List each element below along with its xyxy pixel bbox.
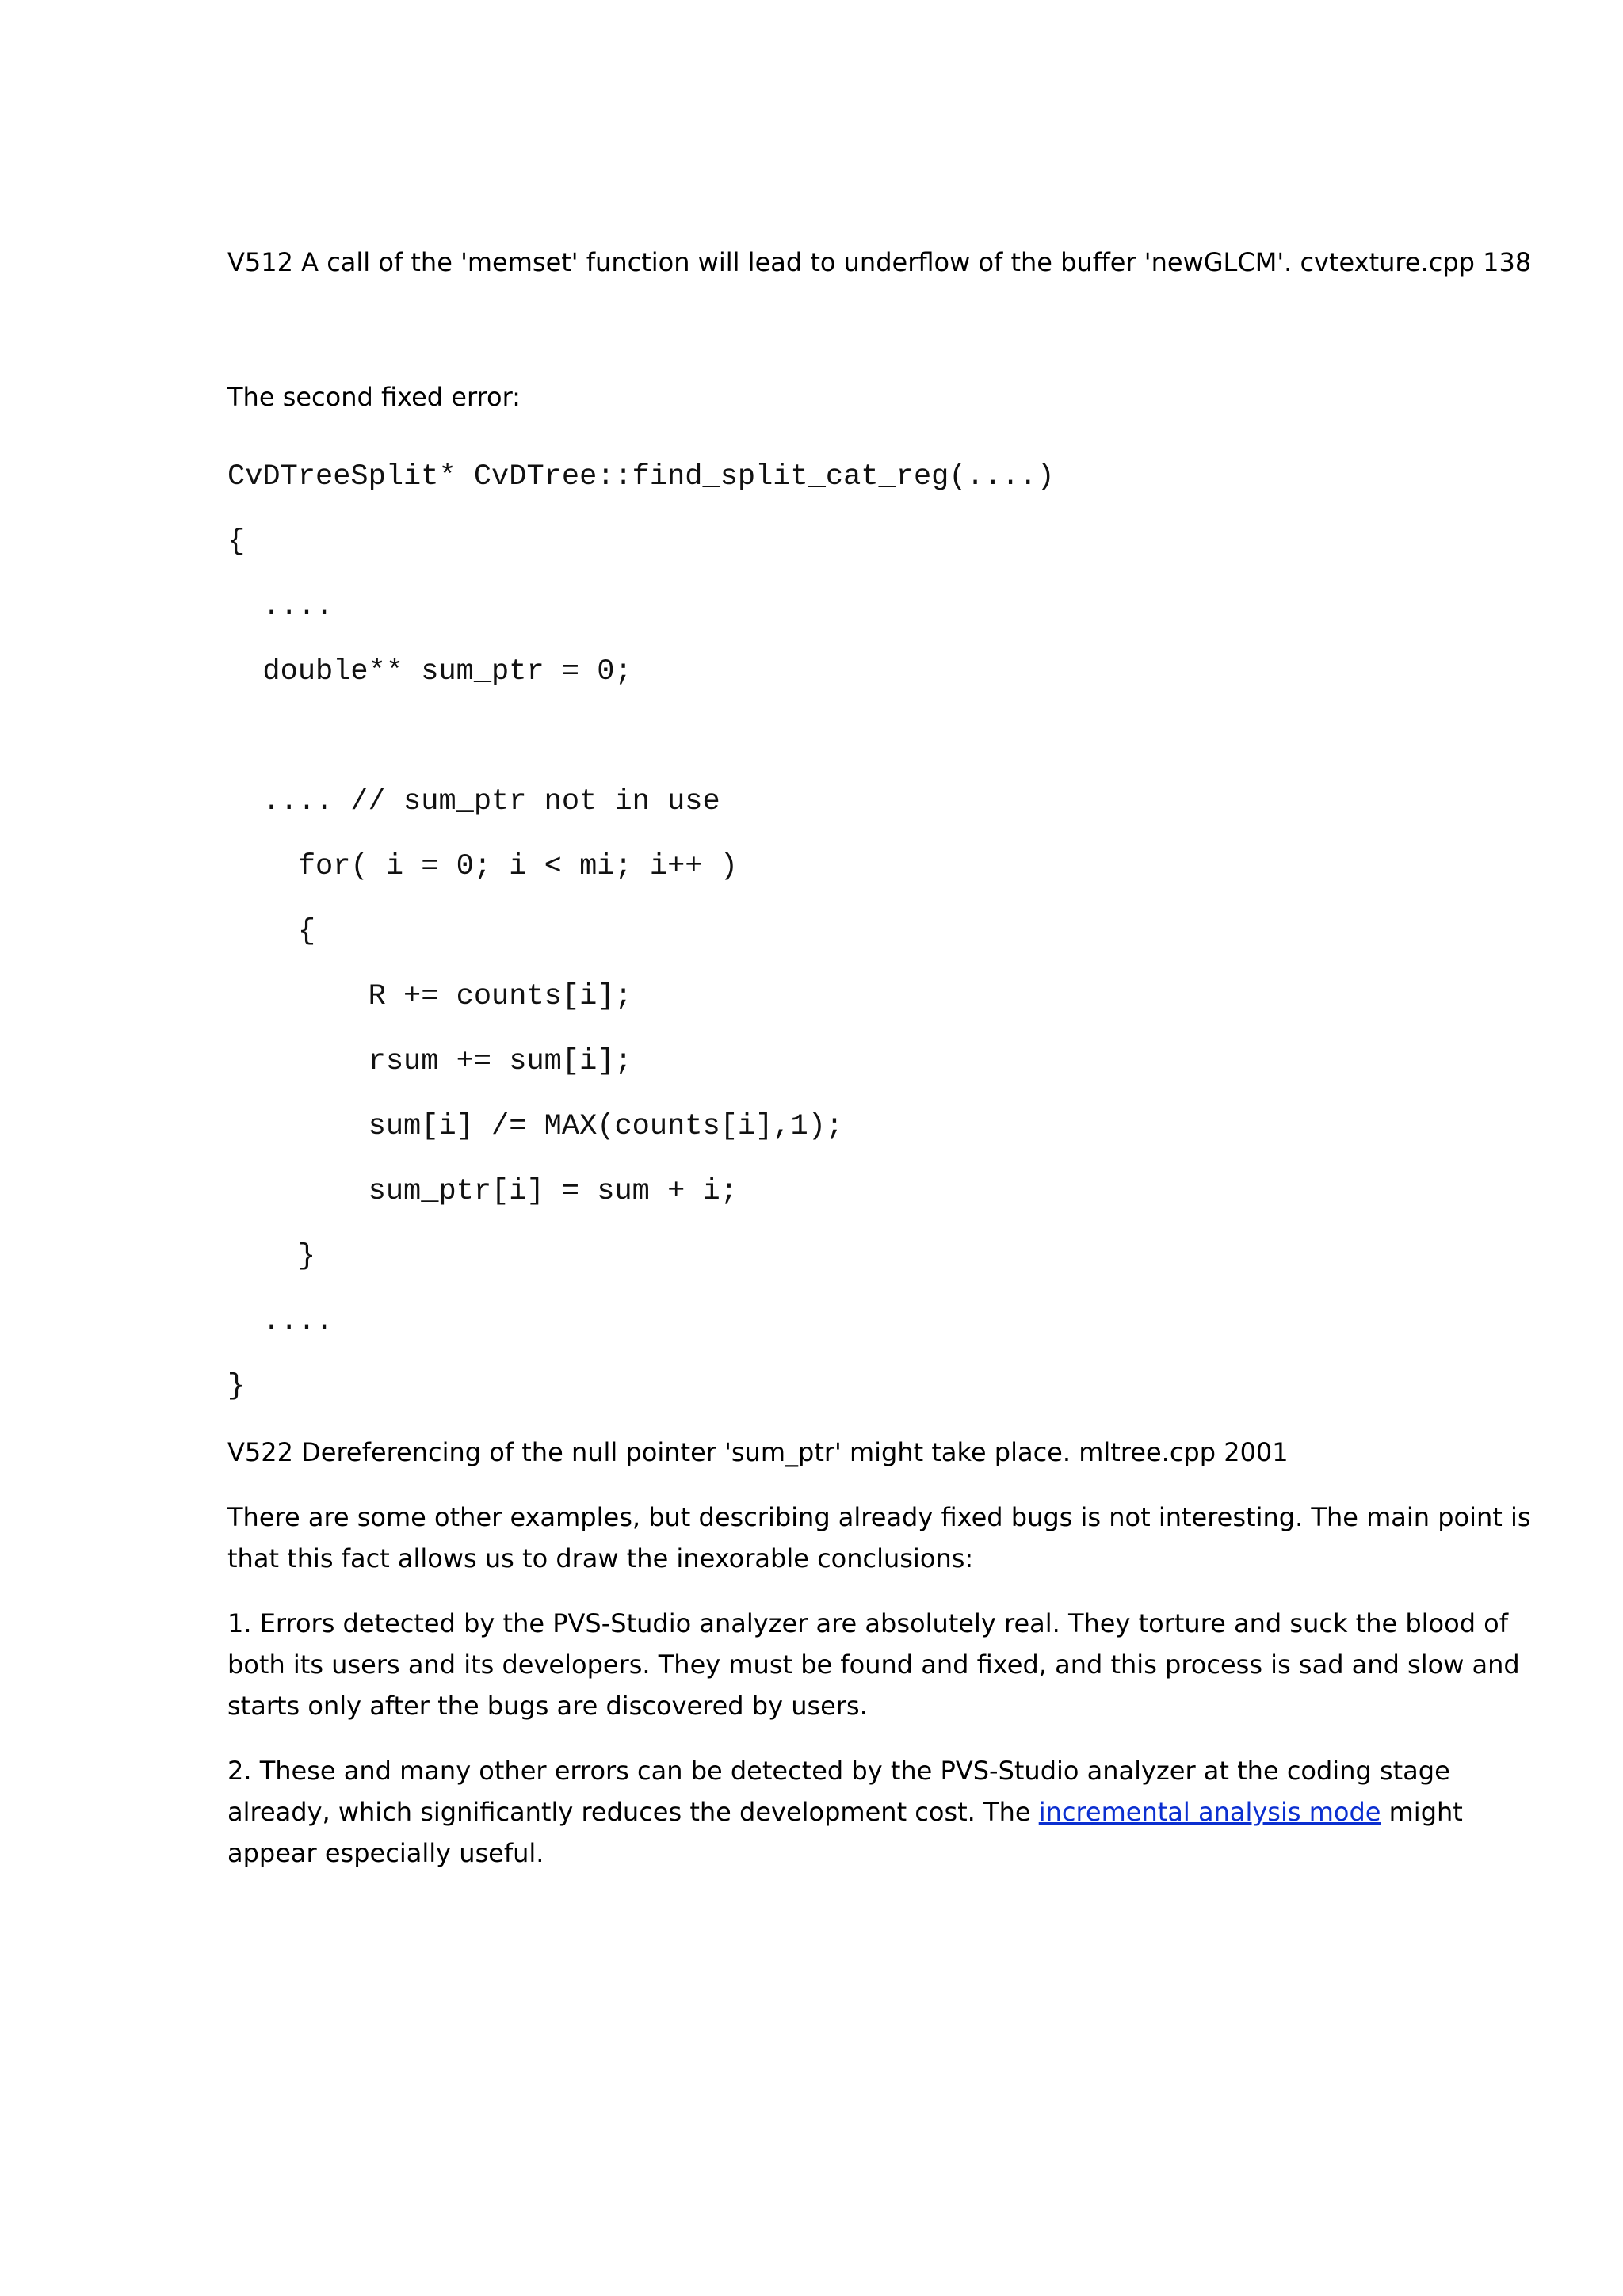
code-block xyxy=(227,444,1535,1419)
conclusion-2-after-link: might appear especially useful. xyxy=(227,1797,1463,1868)
incremental-analysis-mode-link[interactable]: incremental analysis mode xyxy=(1038,1797,1381,1827)
code-line: { xyxy=(227,915,316,948)
code-line: R += counts[i]; xyxy=(227,980,632,1013)
conclusion-2 xyxy=(227,1750,1535,1874)
code-line: sum_ptr[i] = sum + i; xyxy=(227,1175,738,1208)
code-line: } xyxy=(227,1370,246,1403)
second-fixed-error-heading: The second fixed error: xyxy=(227,382,521,412)
code-line: .... xyxy=(227,590,334,624)
warning-v522: V522 Dereferencing of the null pointer 'sum_ptr' might take place. mltree.cpp 2001 xyxy=(227,1437,1289,1467)
code-line: { xyxy=(227,525,246,559)
code-line-blank xyxy=(227,704,1535,769)
paragraph-other-examples: There are some other examples, but describing already fixed bugs is not interesting. The main point is that this fact allows us to draw the inexorable conclusions: xyxy=(227,1502,1531,1573)
code-line: rsum += sum[i]; xyxy=(227,1045,632,1078)
conclusion-1: 1. Errors detected by the PVS-Studio analyzer are absolutely real. They torture and suck the blood of both its users and its developers. They must be found and fixed, and this process is sad and slow and starts only after the bugs are discovered by users. xyxy=(227,1608,1520,1721)
code-line: for( i = 0; i < mi; i++ ) xyxy=(227,850,738,883)
code-line: CvDTreeSplit* CvDTree::find_split_cat_reg(....) xyxy=(227,460,1055,494)
code-line: sum[i] /= MAX(counts[i],1); xyxy=(227,1110,844,1143)
code-line: .... xyxy=(227,1305,334,1338)
warning-v512: V512 A call of the 'memset' function will lead to underflow of the buffer 'newGLCM'. cvtexture.cpp 138 xyxy=(227,247,1532,277)
conclusion-2-before-link: 2. These and many other errors can be detected by the PVS-Studio analyzer at the coding stage already, which significantly reduces the development cost. The xyxy=(227,1756,1450,1827)
document-content xyxy=(227,242,1535,1874)
code-line: .... // sum_ptr not in use xyxy=(227,785,720,818)
code-line: } xyxy=(227,1240,316,1273)
code-line: double** sum_ptr = 0; xyxy=(227,655,632,688)
